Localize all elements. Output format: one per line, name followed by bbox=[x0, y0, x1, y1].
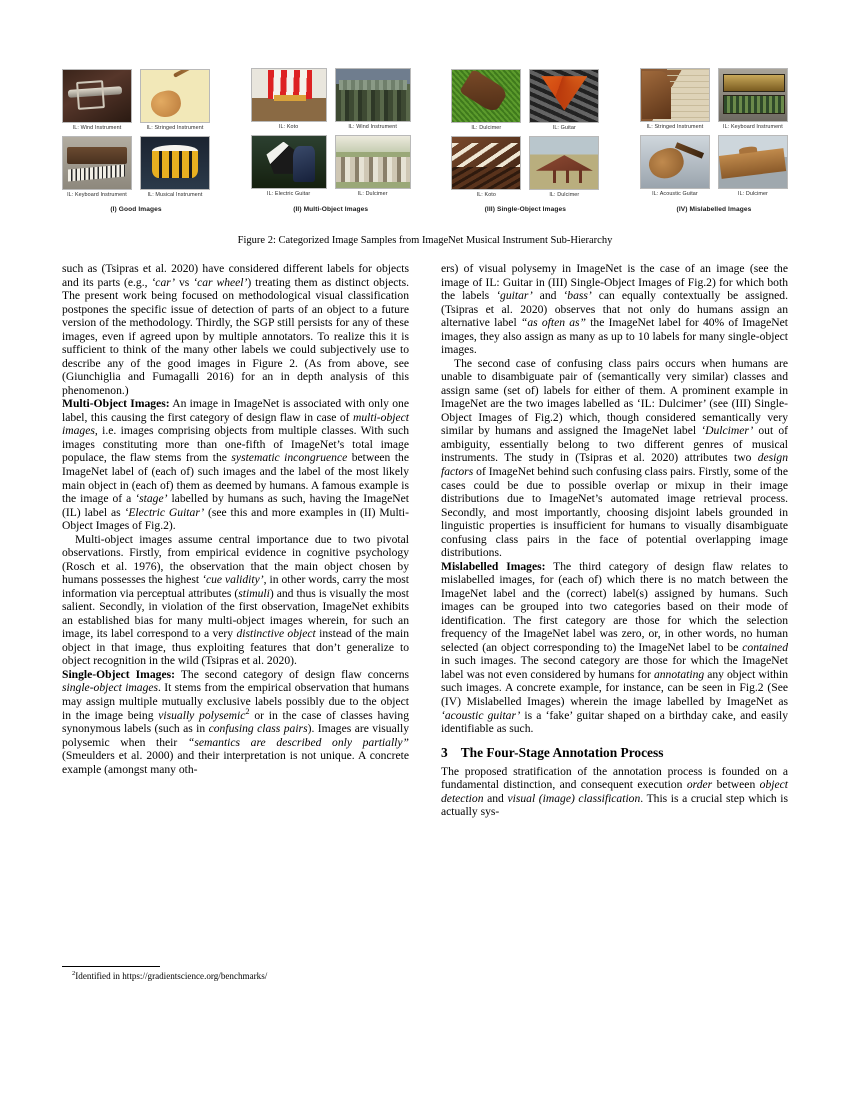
left-column bbox=[62, 262, 409, 982]
thumbnail-koto-stage bbox=[251, 68, 327, 122]
section-heading bbox=[441, 745, 788, 761]
thumbnail-keyboard-instrument bbox=[62, 136, 132, 190]
figure-panel-mislabelled-images bbox=[640, 68, 788, 213]
paragraph: such as (Tsipras et al. 2020) have considered different labels for objects and its parts (e.g., ‘car’ vs ‘car wheel’) treating them as distinct objects. The present work being focused on methodological visual classification postpones the specific issue of detection of parts of an object to a future version of the methodology. Thirdly, the SGP still persists for any of these images, even if agreed upon by multiple annotators. To realize this it is sufficient to think of the many other labels we could subjectively use to describe any of the good images in Figure 2. (As from above, see (Giunchiglia and Fumagalli 2016) for an in depth analysis of this phenomenon.) bbox=[62, 262, 409, 397]
footnote-marker[interactable]: 2 bbox=[245, 706, 250, 716]
figure-panel-row bbox=[62, 68, 788, 213]
thumbnail-acoustic-guitar-cake bbox=[640, 135, 710, 189]
figure-image-cell bbox=[640, 135, 710, 200]
thumbnail-label: IL: Wind Instrument bbox=[348, 123, 397, 130]
thumbnail-label: IL: Musical Instrument bbox=[147, 191, 203, 198]
paragraph-multi-object-images: Multi-Object Images: An image in ImageNet is associated with only one label, this causing the first category of design flaw in case of multi-object images, i.e. images comprising objects from multiple classes. With such images constituting more than one-fifth of ImageNet’s total image populace, the flaw stems from the systematic incongruence between the ImageNet label of (each of) such images and the label of the most likely main object in (each of) them as deemed by humans. A famous example is the image of a ‘stage’ labelled by humans as such, having the ImageNet (IL) label as ‘Electric Guitar’ (see this and more examples in (II) Multi-Object Images of Fig.2). bbox=[62, 397, 409, 533]
figure-image-cell bbox=[718, 68, 788, 133]
figure-image-cell bbox=[451, 136, 521, 201]
figure-image-cell bbox=[718, 135, 788, 200]
figure-panel-good-images bbox=[62, 69, 210, 213]
thumbnail-koto bbox=[451, 136, 521, 190]
section-number: 3 bbox=[441, 744, 448, 760]
footnote-number: 2 bbox=[72, 970, 76, 978]
section-title: The Four-Stage Annotation Process bbox=[460, 744, 664, 760]
panel-image-grid bbox=[640, 68, 788, 201]
thumbnail-dulcimer-table bbox=[529, 136, 599, 190]
panel-title: (III) Single-Object Images bbox=[484, 205, 566, 213]
paragraph: ers) of visual polysemy in ImageNet is the case of an image (see the image of IL: Guitar in (III) Single-Object Images of Fig.2) for which both the labels ‘guitar’ and ‘bass’ can equally contextually be assigned. (Tsipras et al. 2020) observes that not only do humans assign an alternative label “as often as” the ImageNet label for 40% of ImageNet images, they also assign as many as up to 10 labels for many single-object images. bbox=[441, 262, 788, 357]
thumbnail-label: IL: Dulcimer bbox=[471, 124, 502, 131]
thumbnail-dulcimer-picnic bbox=[335, 135, 411, 189]
paragraph-heading: Mislabelled Images: bbox=[441, 559, 546, 573]
figure-caption: Figure 2: Categorized Image Samples from ImageNet Musical Instrument Sub-Hierarchy bbox=[237, 235, 613, 246]
thumbnail-keyboard-instrument-rack bbox=[718, 68, 788, 122]
paragraph: Multi-object images assume central importance due to two pivotal observations. Firstly, from empirical evidence in cognitive psychology (Rosch et al. 1976), the observation that the main object chosen by humans possesses the highest ‘cue validity’, in other words, carry the most information via perceptual attributes (stimuli) and thus is visually the most salient. Secondly, in violation of the first observation, ImageNet exhibits an established bias for many multi-object images wherein, for such an image, its label correspond to a very distinctive object instead of the main object in that image, thus exploiting features that don’t generalize to object recognition in the wild (Tsipras et al. 2020). bbox=[62, 532, 410, 668]
figure-panel-multi-object-images bbox=[251, 68, 411, 213]
figure-image-cell bbox=[335, 135, 411, 200]
figure-image-cell bbox=[140, 69, 210, 134]
thumbnail-label: IL: Acoustic Guitar bbox=[652, 190, 698, 197]
figure-image-cell bbox=[251, 68, 327, 133]
figure-image-cell bbox=[529, 69, 599, 134]
thumbnail-guitar bbox=[529, 69, 599, 123]
thumbnail-dulcimer-grass bbox=[451, 69, 521, 123]
figure-2 bbox=[62, 68, 788, 246]
footnote-rule bbox=[62, 966, 160, 967]
thumbnail-label: IL: Electric Guitar bbox=[267, 190, 311, 197]
thumbnail-label: IL: Stringed Instrument bbox=[146, 124, 204, 131]
thumbnail-dulcimer-box bbox=[718, 135, 788, 189]
thumbnail-label: IL: Dulcimer bbox=[737, 190, 768, 197]
thumbnail-label: IL: Wind Instrument bbox=[72, 124, 122, 131]
paragraph: The second case of confusing class pairs occurs when humans are unable to disambiguate pair of (semantically very similar) classes and assign same (set of) labels for either of them. A prominent example in ImageNet are the two images labelled as ‘IL: Dulcimer’ (see (III) Single-Object Images of Fig.2) which, though considered semantically very similar by humans and assigned the ImageNet label ‘Dulcimer’ out of ambiguity, essentially belong to two different genres of musical instruments. The study in (Tsipras et al. 2020) attributes two design factors of ImageNet behind such confusing class pairs. Firstly, some of the cases could be due to possible overlap or mixup in their image distributions due to ImageNet’s automated image retrieval process. Secondly, and most importantly, choosing disjoint labels grounded in linguistic properties is insufficient for humans to visually disambiguate confusing class pairs in the face of potential overlapping image distributions. bbox=[441, 356, 788, 560]
panel-title: (I) Good Images bbox=[110, 205, 162, 213]
body-columns bbox=[62, 262, 788, 982]
thumbnail-musical-instrument bbox=[140, 136, 210, 190]
paragraph-heading: Single-Object Images: bbox=[62, 667, 175, 681]
footnote-text bbox=[62, 971, 409, 982]
thumbnail-label: IL: Dulcimer bbox=[357, 190, 388, 197]
figure-image-cell bbox=[251, 135, 327, 200]
thumbnail-wind-instrument bbox=[62, 69, 132, 123]
thumbnail-label: IL: Keyboard Instrument bbox=[67, 191, 127, 198]
figure-image-cell bbox=[640, 68, 710, 133]
panel-image-grid bbox=[62, 69, 210, 202]
thumbnail-stringed-instrument-sheet bbox=[640, 68, 710, 122]
right-column bbox=[441, 262, 788, 982]
figure-image-cell bbox=[451, 69, 521, 134]
paragraph-single-object-images: Single-Object Images: The second category of design flaw concerns single-object images. It stems from the empirical observation that humans may assign multiple mutually exclusive labels possibly due to the object in the image being visually polysemic$^2$ or in the case of classes having synonymous labels (such as in confusing class pairs). Images are visually polysemic when their “semantics are described only partially” (Smeulders et al. 2000) and their interpretation is not unique. A concrete example (amongst many oth- bbox=[62, 667, 409, 776]
panel-title: (II) Multi-Object Images bbox=[293, 205, 369, 213]
thumbnail-label: IL: Koto bbox=[476, 191, 496, 198]
thumbnail-electric-guitar bbox=[251, 135, 327, 189]
panel-image-grid bbox=[251, 68, 411, 201]
paragraph-heading: Multi-Object Images: bbox=[62, 397, 170, 411]
footnote-area bbox=[62, 966, 409, 982]
footnote-body: Identified in https://gradientscience.org/benchmarks/ bbox=[75, 971, 268, 982]
figure-panel-single-object-images bbox=[451, 69, 599, 213]
thumbnail-label: IL: Guitar bbox=[552, 124, 576, 131]
thumbnail-label: IL: Dulcimer bbox=[549, 191, 580, 198]
figure-image-cell bbox=[62, 69, 132, 134]
thumbnail-label: IL: Keyboard Instrument bbox=[723, 123, 783, 130]
figure-image-cell bbox=[335, 68, 411, 133]
panel-title: (IV) Mislabelled Images bbox=[676, 205, 752, 213]
figure-image-cell bbox=[529, 136, 599, 201]
thumbnail-wind-instrument-crowd bbox=[335, 68, 411, 122]
paragraph-mislabelled-images: Mislabelled Images: The third category of design flaw relates to mislabelled images, for (each of) which there is no match between the ImageNet label and the (correct) label(s) assigned by humans. Such images can be grouped into two categories based on their mode of identification. The first category are those for which the selection frequency of the ImageNet label was zero, or, in other words, no human selected (an object corresponding to) the ImageNet label to be contained in such images. The second category are those for which the ImageNet label was not even considered by humans for annotating any object within such images. A concrete example, for instance, can be seen in Fig.2 (See (IV) Mislabelled Images) wherein the image labelled by ImageNet as ‘acoustic guitar’ is a ‘fake’ guitar shaped on a birthday cake, and easily identifiable as such. bbox=[441, 559, 788, 736]
panel-image-grid bbox=[451, 69, 599, 202]
paragraph: The proposed stratification of the annotation process is founded on a fundamental distinction, and consequent execution order between object detection and visual (image) classification. This is a crucial step which is actually sys- bbox=[441, 764, 788, 819]
figure-image-cell bbox=[62, 136, 132, 201]
thumbnail-stringed-instrument bbox=[140, 69, 210, 123]
thumbnail-label: IL: Stringed Instrument bbox=[646, 123, 704, 130]
thumbnail-label: IL: Koto bbox=[278, 123, 299, 130]
figure-image-cell bbox=[140, 136, 210, 201]
